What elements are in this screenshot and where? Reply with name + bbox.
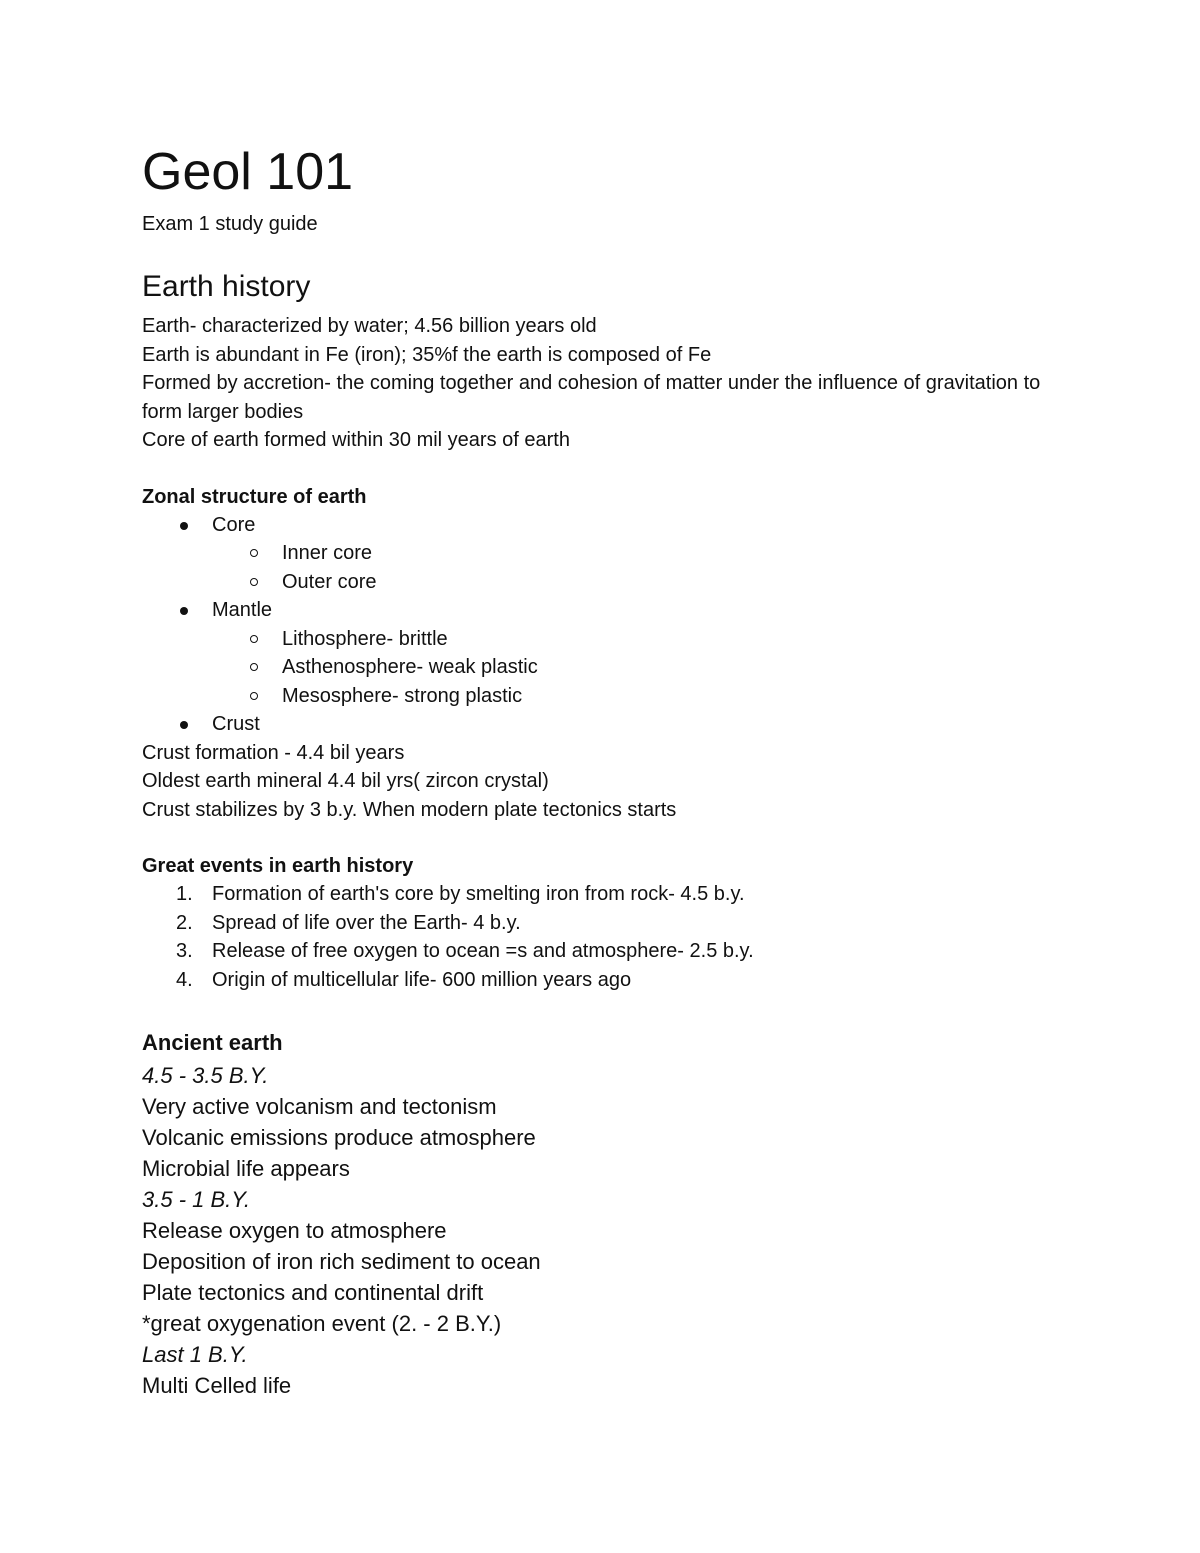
ancient-line: Deposition of iron rich sediment to ocean [142,1249,541,1274]
circle-bullet-icon [250,692,258,700]
period-label: 3.5 - 1 B.Y. [142,1187,251,1212]
list-item-core [142,511,1042,597]
circle-bullet-icon [250,663,258,671]
numbered-item [142,880,1042,909]
crust-line: Oldest earth mineral 4.4 bil yrs( zircon crystal) [142,770,549,792]
sublist-item-label: Mesosphere- strong plastic [282,684,523,707]
ancient-line: Microbial life appears [142,1156,350,1181]
bullet-icon [180,607,188,615]
ancient-line: *great oxygenation event (2. - 2 B.Y.) [142,1311,502,1336]
item-number: 4. [176,968,193,991]
great-events-heading: Great events in earth history [142,855,414,877]
sublist-item-label: Outer core [282,570,377,593]
core-sublist [212,539,1042,596]
crust-line: Crust formation - 4.4 bil years [142,741,405,764]
list-item-crust [142,710,1042,739]
ancient-line: Volcanic emissions produce atmosphere [142,1125,536,1150]
earth-history-heading: Earth history [142,270,311,303]
ancient-line: Very active volcanism and tectonism [142,1094,497,1119]
sublist-item-label: Inner core [282,542,373,564]
item-text: Formation of earth's core by smelting iron from rock- 4.5 b.y. [212,883,745,905]
sublist-item [142,568,1042,597]
document-content [142,140,1042,1401]
item-text: Spread of life over the Earth- 4 b.y. [212,911,521,934]
ancient-line: Multi Celled life [142,1373,292,1398]
sublist-item [142,682,1042,711]
earth-history-line: Core of earth formed within 30 mil years of earth [142,429,570,451]
earth-history-line: Earth- characterized by water; 4.56 billion years old [142,315,597,337]
list-item-label: Core [212,513,256,536]
document-subtitle: Exam 1 study guide [142,213,318,235]
item-text: Origin of multicellular life- 600 million years ago [212,968,632,991]
list-item-label: Crust [212,713,260,735]
list-item-mantle [142,596,1042,710]
earth-history-line: Formed by accretion- the coming together and cohesion of matter under the influence of gravitation to form larger bodies [142,372,1041,423]
document-title: Geol 101 [142,143,354,201]
numbered-item [142,937,1042,966]
bullet-icon [180,721,188,729]
ancient-line: Release oxygen to atmosphere [142,1218,447,1243]
sublist-item [142,653,1042,682]
ancient-line: Plate tectonics and continental drift [142,1280,484,1305]
bullet-icon [180,522,188,530]
ancient-earth-heading: Ancient earth [142,1030,283,1055]
zonal-structure-list [142,511,1042,739]
earth-history-line: Earth is abundant in Fe (iron); 35%f the earth is composed of Fe [142,343,712,366]
item-number: 1. [176,883,193,905]
numbered-item [142,909,1042,938]
sublist-item [142,625,1042,654]
period-label: Last 1 B.Y. [142,1342,248,1367]
period-label: 4.5 - 3.5 B.Y. [142,1063,269,1088]
circle-bullet-icon [250,635,258,643]
mantle-sublist [212,625,1042,711]
list-item-label: Mantle [212,599,273,621]
sublist-item-label: Asthenosphere- weak plastic [282,656,538,678]
crust-line: Crust stabilizes by 3 b.y. When modern plate tectonics starts [142,798,677,821]
sublist-item [142,539,1042,568]
item-text: Release of free oxygen to ocean =s and atmosphere- 2.5 b.y. [212,940,754,962]
item-number: 2. [176,911,193,934]
numbered-item [142,966,1042,995]
great-events-list [142,880,1042,994]
circle-bullet-icon [250,578,258,586]
zonal-structure-heading: Zonal structure of earth [142,485,367,508]
circle-bullet-icon [250,549,258,557]
sublist-item-label: Lithosphere- brittle [282,627,448,650]
item-number: 3. [176,940,193,962]
